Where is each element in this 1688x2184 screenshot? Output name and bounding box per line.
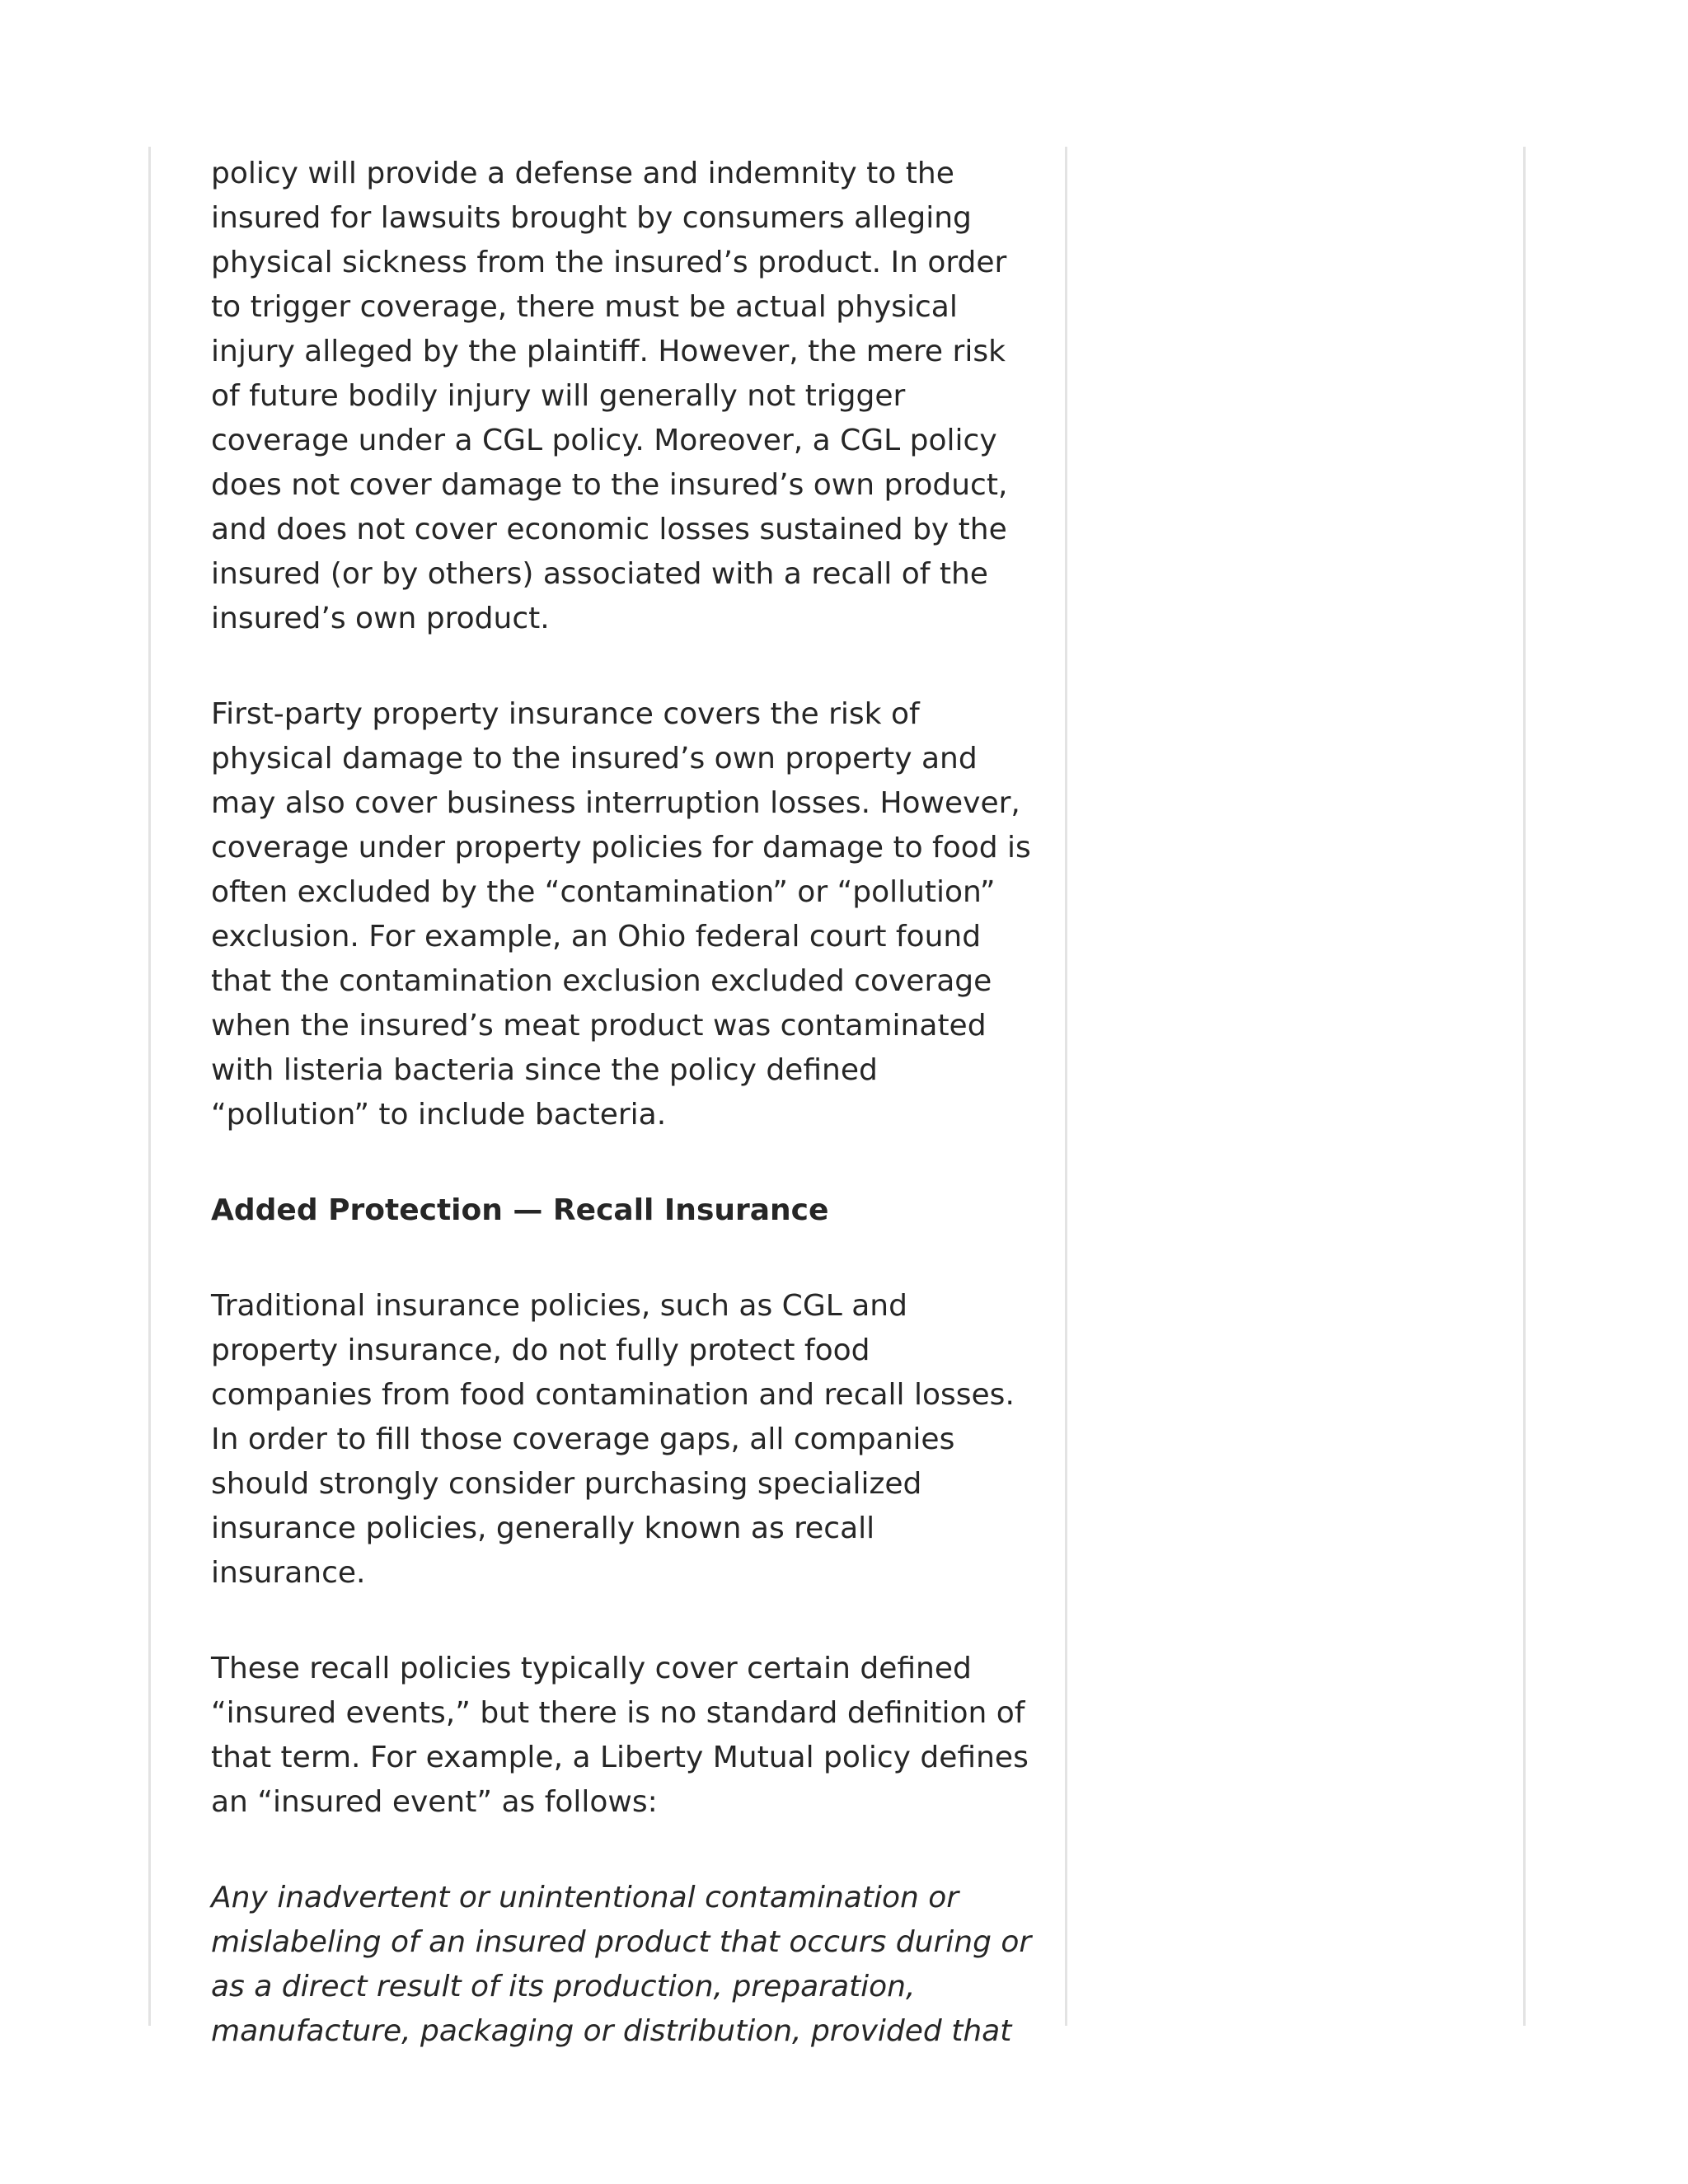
paragraph-recall-policies: These recall policies typically cover certain defined “insured events,” but there is no standard definition of that term. For example, a Liberty Mutual policy defines an “insured event” as follows:: [211, 1652, 1029, 1819]
right-column-divider: [1523, 147, 1526, 2026]
article-body: [211, 152, 1035, 2054]
left-column-divider: [148, 147, 151, 2026]
paragraph-traditional-policies: Traditional insurance policies, such as CGL and property insurance, do not fully protect food companies from food contamination and recall losses. In order to fill those coverage gaps, all companies should strongly consider purchasing specialized insurance policies, generally known as recall insurance.: [211, 1289, 1015, 1590]
paragraph-property-insurance: First-party property insurance covers the risk of physical damage to the insured’s own property and may also cover business interruption losses. However, coverage under property policies for damage to food is often excluded by the “contamination” or “pollution” exclusion. For example, an Ohio federal court found that the contamination exclusion excluded coverage when the insured’s meat product was contaminated with listeria bacteria since the policy defined “pollution” to include bacteria.: [211, 697, 1031, 1132]
section-heading: Added Protection — Recall Insurance: [211, 1193, 829, 1227]
insured-event-definition-quote: Any inadvertent or unintentional contamination or mislabeling of an insured product that occurs during or as a direct result of its production, preparation, manufacture, packaging or distribution, provided that: [211, 1881, 1032, 2048]
paragraph-cgl-coverage: policy will provide a defense and indemnity to the insured for lawsuits brought by consumers alleging physical sickness from the insured’s product. In order to trigger coverage, there must be actual physical injury alleged by the plaintiff. However, the mere risk of future bodily injury will generally not trigger coverage under a CGL policy. Moreover, a CGL policy does not cover damage to the insured’s own product, and does not cover economic losses sustained by the insured (or by others) associated with a recall of the insured’s own product.: [211, 157, 1008, 635]
middle-column-divider: [1065, 147, 1067, 2026]
